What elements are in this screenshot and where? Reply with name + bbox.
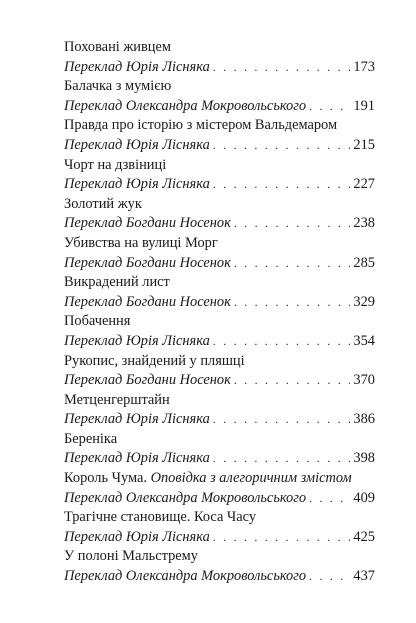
toc-entry-page: 238 — [353, 215, 375, 232]
toc-entry-page: 173 — [353, 58, 375, 75]
toc-entry-row — [64, 567, 375, 587]
toc-entry-translator: Переклад Богдани Носенок — [64, 372, 231, 389]
toc-entry — [64, 469, 375, 508]
toc-entry — [64, 273, 375, 312]
toc-entry-title: Метценгерштайн — [64, 391, 170, 408]
toc-entry — [64, 352, 375, 391]
toc-entry-translator: Переклад Богдани Носенок — [64, 254, 231, 271]
toc-entry-page: 215 — [353, 136, 375, 153]
toc-entry-translator: Переклад Олександра Мокровольського — [64, 489, 307, 506]
toc-entry-translator: Переклад Юрія Лісняка — [64, 528, 210, 545]
toc-entry-row — [64, 371, 375, 391]
dot-leader — [309, 567, 350, 587]
toc-entry-title: Рукопис, знайдений у пляшці — [64, 352, 245, 369]
toc-entry — [64, 195, 375, 234]
table-of-contents — [64, 38, 375, 587]
dot-leader — [213, 410, 351, 430]
dot-leader — [213, 528, 351, 548]
toc-entry-translator: Переклад Олександра Мокровольського — [64, 97, 307, 114]
toc-entry-translator: Переклад Юрія Лісняка — [64, 176, 210, 193]
toc-entry-title: Трагічне становище. Коса Часу — [64, 509, 257, 526]
toc-entry — [64, 77, 375, 116]
toc-entry-translator: Переклад Юрія Лісняка — [64, 58, 210, 75]
toc-entry-page: 354 — [353, 332, 375, 349]
toc-entry — [64, 430, 375, 469]
toc-entry-title: Чорт на дзвіниці — [64, 156, 167, 173]
toc-entry-row — [64, 449, 375, 469]
toc-entry-page: 285 — [353, 254, 375, 271]
toc-entry-page: 370 — [353, 372, 375, 389]
toc-entry-title: Викрадений лист — [64, 274, 170, 291]
toc-entry-title: Золотий жук — [64, 195, 142, 212]
toc-entry — [64, 547, 375, 586]
dot-leader — [234, 254, 351, 274]
toc-entry — [64, 156, 375, 195]
toc-entry — [64, 312, 375, 351]
dot-leader — [213, 58, 351, 78]
dot-leader — [234, 214, 351, 234]
toc-entry-title: Побачення — [64, 313, 131, 330]
toc-entry-row — [64, 136, 375, 156]
toc-entry-row — [64, 332, 375, 352]
toc-entry-row — [64, 175, 375, 195]
toc-entry — [64, 116, 375, 155]
toc-entry-page: 191 — [353, 97, 375, 114]
dot-leader — [234, 293, 351, 313]
toc-entry-title: Правда про історію з містером Вальдемаром — [64, 117, 338, 134]
toc-entry — [64, 38, 375, 77]
toc-entry-translator: Переклад Юрія Лісняка — [64, 136, 210, 153]
toc-entry-row — [64, 410, 375, 430]
toc-entry-page: 409 — [353, 489, 375, 506]
toc-entry-title-subtitle: Оповідка з алегоричним змістом — [150, 470, 352, 487]
toc-entry-translator: Переклад Юрія Лісняка — [64, 450, 210, 467]
toc-entry-title-main: Король Чума. — [64, 470, 147, 487]
toc-entry — [64, 391, 375, 430]
toc-entry-translator: Переклад Юрія Лісняка — [64, 332, 210, 349]
dot-leader — [213, 332, 351, 352]
dot-leader — [213, 449, 351, 469]
toc-entry-row — [64, 528, 375, 548]
dot-leader — [213, 175, 351, 195]
toc-entry-page: 398 — [353, 450, 375, 467]
toc-entry-title: У полоні Мальстрему — [64, 548, 198, 565]
toc-entry-page: 437 — [353, 568, 375, 585]
toc-entry-translator: Переклад Богдани Носенок — [64, 215, 231, 232]
toc-entry-translator: Переклад Богдани Носенок — [64, 293, 231, 310]
toc-entry-translator: Переклад Юрія Лісняка — [64, 411, 210, 428]
toc-entry-page: 386 — [353, 411, 375, 428]
toc-entry — [64, 234, 375, 273]
toc-entry-title: Балачка з мумією — [64, 78, 172, 95]
toc-entry-translator: Переклад Олександра Мокровольського — [64, 568, 307, 585]
toc-entry-row — [64, 214, 375, 234]
toc-entry-row — [64, 489, 375, 509]
dot-leader — [309, 97, 350, 117]
dot-leader — [234, 371, 351, 391]
toc-entry-page: 425 — [353, 528, 375, 545]
toc-entry — [64, 508, 375, 547]
dot-leader — [213, 136, 351, 156]
toc-entry-row — [64, 58, 375, 78]
toc-entry-title: Береніка — [64, 430, 118, 447]
toc-entry-page: 227 — [353, 176, 375, 193]
toc-entry-row — [64, 293, 375, 313]
toc-entry-title: Поховані живцем — [64, 39, 171, 55]
dot-leader — [309, 489, 350, 509]
toc-entry-title: Убивства на вулиці Морг — [64, 234, 218, 251]
toc-entry-row — [64, 97, 375, 117]
toc-entry-row — [64, 254, 375, 274]
toc-entry-page: 329 — [353, 293, 375, 310]
toc-entry-title — [64, 469, 375, 489]
